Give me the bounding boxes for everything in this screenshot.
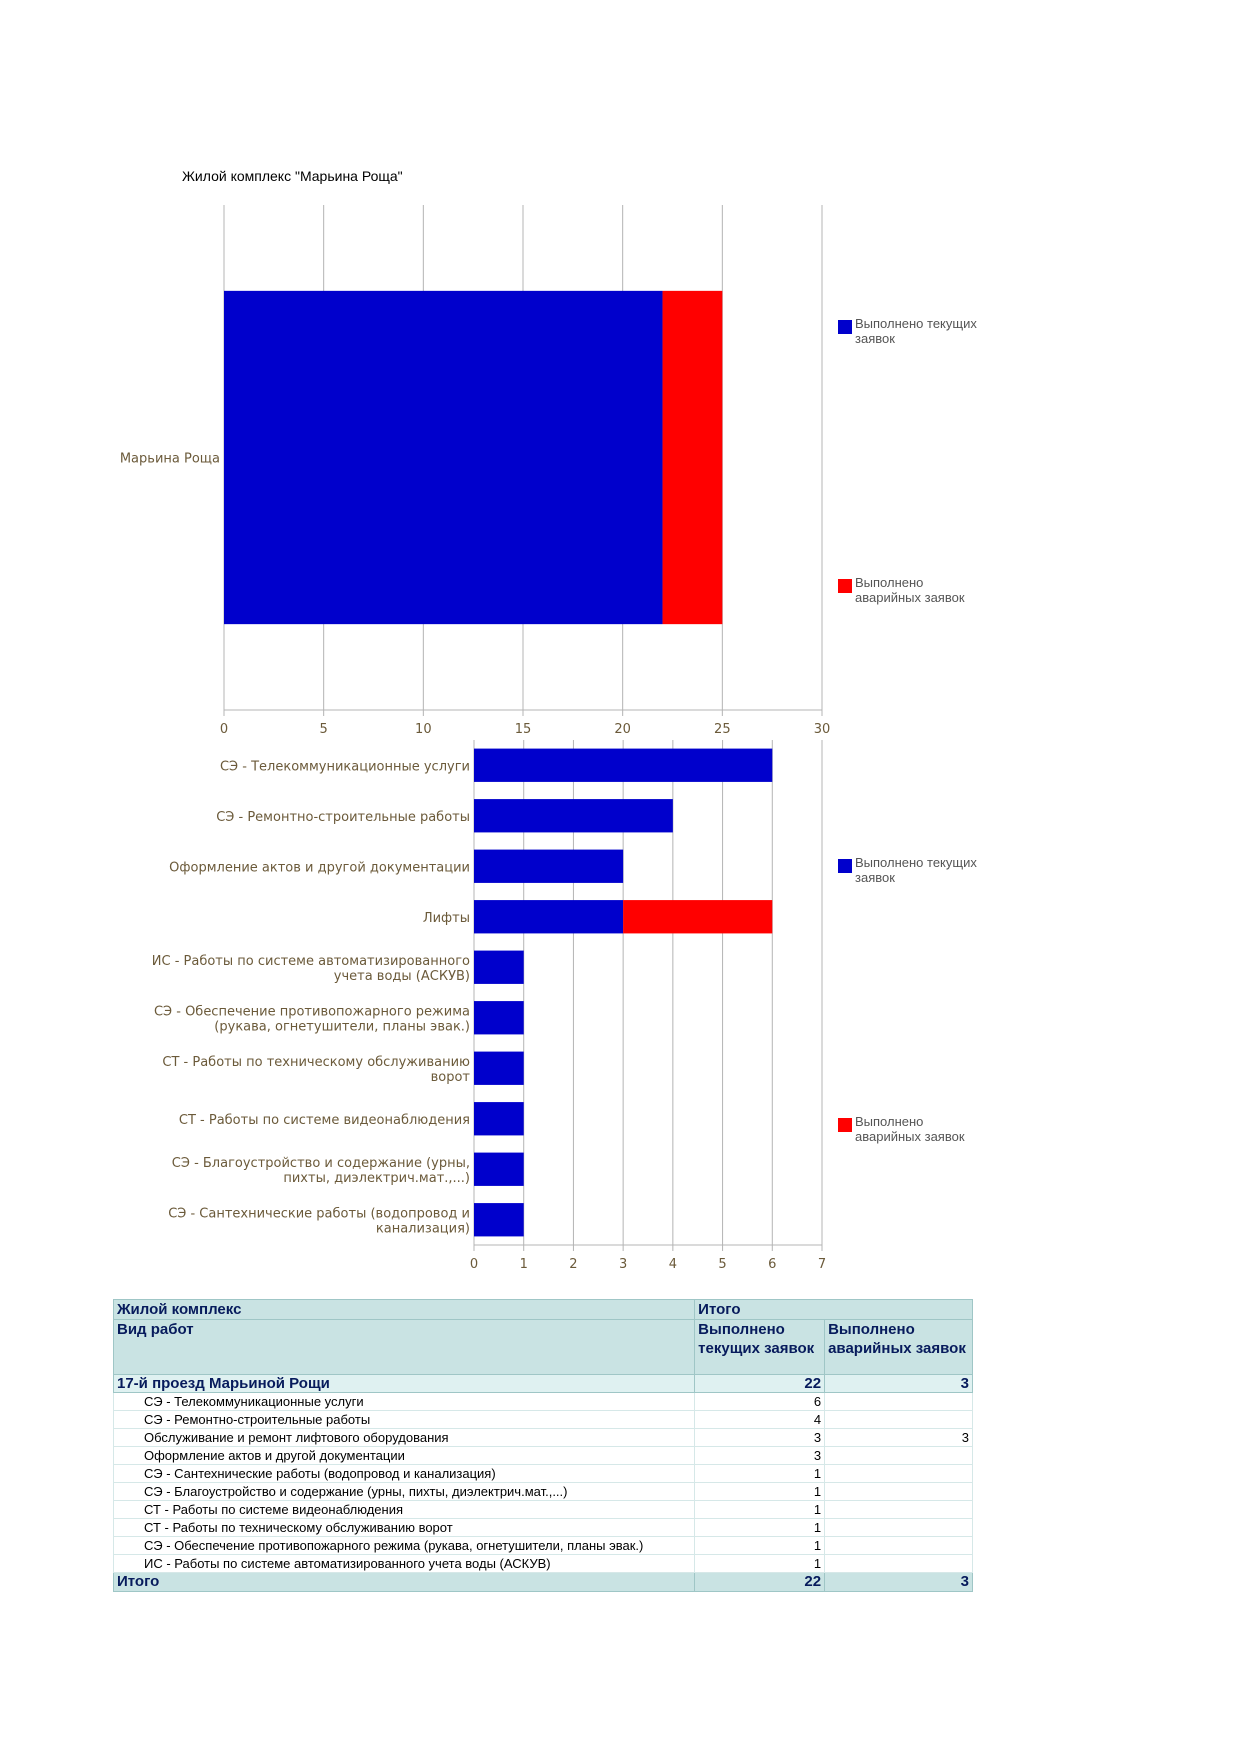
table-row (114, 1411, 973, 1429)
row-name: СЭ - Сантехнические работы (водопровод и канализация) (114, 1465, 695, 1483)
row-emergency (825, 1447, 973, 1465)
row-current: 1 (695, 1483, 825, 1501)
x-tick-label: 15 (514, 722, 532, 737)
legend-swatch-current (838, 859, 852, 873)
group-current: 22 (695, 1375, 825, 1393)
bar-current (474, 799, 673, 832)
row-emergency (825, 1501, 973, 1519)
row-name: Оформление актов и другой документации (114, 1447, 695, 1465)
total-emergency: 3 (825, 1573, 973, 1592)
row-current: 1 (695, 1537, 825, 1555)
y-category-label: СТ - Работы по техническому обслуживанию ворот (162, 1054, 470, 1085)
bar-current (474, 900, 623, 933)
bar-emergency (663, 291, 723, 624)
row-emergency (825, 1519, 973, 1537)
bar-current (224, 291, 663, 624)
summary-bar-chart (0, 200, 1240, 740)
header-work-type: Вид работ (114, 1320, 695, 1375)
x-tick-label: 4 (668, 1257, 677, 1270)
group-name: 17-й проезд Марьиной Рощи (114, 1375, 695, 1393)
x-tick-label: 20 (614, 722, 631, 737)
table-header-row-1 (114, 1300, 973, 1320)
row-name: ИС - Работы по системе автоматизированного учета воды (АСКУВ) (114, 1555, 695, 1573)
table-row (114, 1501, 973, 1519)
header-emergency: Выполнено аварийных заявок (825, 1320, 973, 1375)
row-emergency (825, 1483, 973, 1501)
total-current: 22 (695, 1573, 825, 1592)
work-type-bar-chart (0, 740, 1240, 1270)
y-category-label: ИС - Работы по системе автоматизированного учета воды (АСКУВ) (151, 953, 470, 984)
y-category-label: Оформление актов и другой документации (169, 860, 470, 876)
row-current: 1 (695, 1519, 825, 1537)
y-category-label: СЭ - Ремонтно-строительные работы (216, 809, 470, 825)
bar-current (474, 951, 524, 984)
table-row (114, 1555, 973, 1573)
legend-label-emergency: Выполнено аварийных заявок (855, 575, 965, 605)
header-complex: Жилой комплекс (114, 1300, 695, 1320)
x-tick-label: 6 (768, 1257, 777, 1270)
x-tick-label: 25 (714, 722, 731, 737)
x-tick-label: 5 (319, 722, 328, 737)
row-emergency (825, 1465, 973, 1483)
legend-swatch-emergency (838, 579, 852, 593)
bar-current (474, 1153, 524, 1186)
table-row (114, 1519, 973, 1537)
x-tick-label: 10 (415, 722, 432, 737)
table-row (114, 1393, 973, 1411)
total-label: Итого (114, 1573, 695, 1592)
row-current: 3 (695, 1429, 825, 1447)
report-table (113, 1299, 973, 1592)
table-row (114, 1465, 973, 1483)
bar-current (474, 1203, 524, 1236)
table-header-row-2 (114, 1320, 973, 1375)
header-current: Выполнено текущих заявок (695, 1320, 825, 1375)
y-category-label: СТ - Работы по системе видеонаблюдения (178, 1112, 470, 1128)
x-tick-label: 5 (718, 1257, 727, 1270)
x-tick-label: 0 (219, 722, 229, 737)
y-category-label: СЭ - Телекоммуникационные услуги (219, 759, 470, 775)
group-row (114, 1375, 973, 1393)
legend-label-current: Выполнено текущих заявок (855, 855, 977, 885)
bar-current (474, 1102, 524, 1135)
bar-current (474, 749, 772, 782)
row-current: 1 (695, 1465, 825, 1483)
x-tick-label: 0 (469, 1257, 479, 1270)
table-row (114, 1537, 973, 1555)
bar-current (474, 850, 623, 883)
row-emergency (825, 1411, 973, 1429)
x-tick-label: 3 (619, 1257, 628, 1270)
y-category-label: СЭ - Обеспечение противопожарного режима (рукава, огнетушители, планы эвак.) (153, 1004, 470, 1035)
legend-swatch-current (838, 320, 852, 334)
y-category-label: СЭ - Благоустройство и содержание (урны, пихты, диэлектрич.мат.,...) (171, 1155, 470, 1186)
row-current: 1 (695, 1555, 825, 1573)
page-title: Жилой комплекс "Марьина Роща" (182, 168, 403, 184)
bar-emergency (623, 900, 772, 933)
row-current: 4 (695, 1411, 825, 1429)
row-name: СТ - Работы по техническому обслуживанию ворот (114, 1519, 695, 1537)
row-emergency (825, 1537, 973, 1555)
bar-current (474, 1052, 524, 1085)
row-emergency (825, 1393, 973, 1411)
x-tick-label: 1 (519, 1257, 528, 1270)
row-current: 1 (695, 1501, 825, 1519)
x-tick-label: 30 (813, 722, 831, 737)
table-row (114, 1483, 973, 1501)
row-current: 3 (695, 1447, 825, 1465)
row-name: СЭ - Благоустройство и содержание (урны, пихты, диэлектрич.мат.,...) (114, 1483, 695, 1501)
table-row (114, 1429, 973, 1447)
row-current: 6 (695, 1393, 825, 1411)
legend-label-current: Выполнено текущих заявок (855, 316, 977, 346)
legend-swatch-emergency (838, 1118, 852, 1132)
y-category-label: Лифты (422, 910, 470, 926)
table-row (114, 1447, 973, 1465)
row-name: СЭ - Ремонтно-строительные работы (114, 1411, 695, 1429)
header-total: Итого (695, 1300, 973, 1320)
y-category-label: Марьина Роща (119, 451, 220, 467)
row-emergency: 3 (825, 1429, 973, 1447)
bar-current (474, 1001, 524, 1034)
row-name: СЭ - Телекоммуникационные услуги (114, 1393, 695, 1411)
legend-label-emergency: Выполнено аварийных заявок (855, 1114, 965, 1144)
y-category-label: СЭ - Сантехнические работы (водопровод и канализация) (168, 1206, 470, 1237)
row-name: СЭ - Обеспечение противопожарного режима (рукава, огнетушители, планы эвак.) (114, 1537, 695, 1555)
x-tick-label: 2 (569, 1257, 578, 1270)
total-row (114, 1573, 973, 1592)
row-emergency (825, 1555, 973, 1573)
row-name: СТ - Работы по системе видеонаблюдения (114, 1501, 695, 1519)
row-name: Обслуживание и ремонт лифтового оборудования (114, 1429, 695, 1447)
x-tick-label: 7 (817, 1257, 827, 1270)
group-emergency: 3 (825, 1375, 973, 1393)
